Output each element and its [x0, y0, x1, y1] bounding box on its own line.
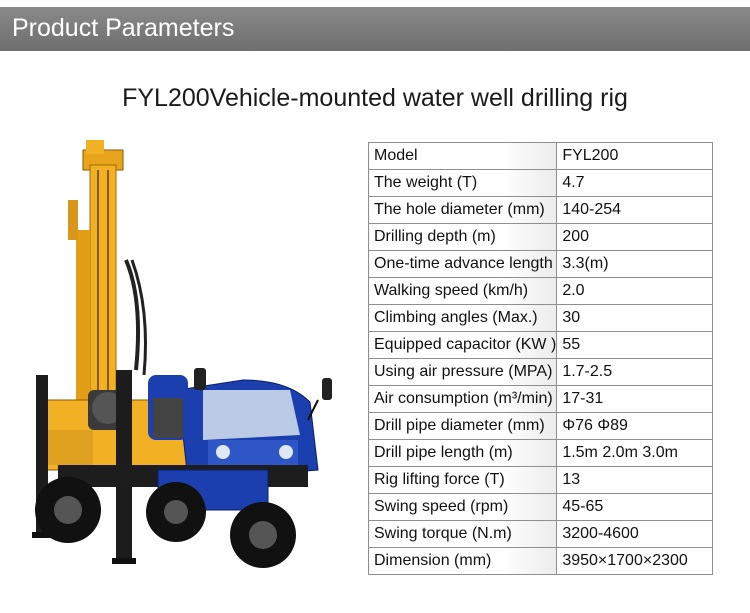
section-banner [0, 7, 750, 51]
table-row [369, 440, 713, 467]
table-row [369, 278, 713, 305]
param-label: Equipped capacitor (KW ) [369, 332, 557, 359]
table-row [369, 359, 713, 386]
table-row [369, 413, 713, 440]
table-row [369, 305, 713, 332]
param-value: FYL200 [557, 143, 713, 170]
param-label: Swing speed (rpm) [369, 494, 557, 521]
param-value: 2.0 [557, 278, 713, 305]
param-label: Air consumption (m³/min) [369, 386, 557, 413]
param-value: 1.5m 2.0m 3.0m [557, 440, 713, 467]
table-row [369, 143, 713, 170]
param-label: Swing torque (N.m) [369, 521, 557, 548]
table-row [369, 494, 713, 521]
product-headline: FYL200Vehicle-mounted water well drilling rig [122, 84, 628, 112]
parameters-table [368, 142, 713, 575]
param-value: 140-254 [557, 197, 713, 224]
param-label: Using air pressure (MPA) [369, 359, 557, 386]
drilling-rig-image [28, 140, 350, 588]
param-value: 1.7-2.5 [557, 359, 713, 386]
table-row [369, 467, 713, 494]
param-label: Drill pipe diameter (mm) [369, 413, 557, 440]
table-row [369, 548, 713, 575]
param-label: Dimension (mm) [369, 548, 557, 575]
param-label: One-time advance length [369, 251, 557, 278]
banner-title: Product Parameters [12, 14, 235, 42]
table-row [369, 251, 713, 278]
table-row [369, 386, 713, 413]
param-label: Climbing angles (Max.) [369, 305, 557, 332]
table-row [369, 224, 713, 251]
table-row [369, 197, 713, 224]
param-value: 3950×1700×2300 [557, 548, 713, 575]
param-label: Drilling depth (m) [369, 224, 557, 251]
param-value: 30 [557, 305, 713, 332]
param-label: The weight (T) [369, 170, 557, 197]
param-value: 45-65 [557, 494, 713, 521]
param-value: Φ76 Φ89 [557, 413, 713, 440]
param-label: Model [369, 143, 557, 170]
param-label: The hole diameter (mm) [369, 197, 557, 224]
param-value: 17-31 [557, 386, 713, 413]
param-value: 3.3(m) [557, 251, 713, 278]
param-label: Rig lifting force (T) [369, 467, 557, 494]
param-label: Walking speed (km/h) [369, 278, 557, 305]
table-row [369, 170, 713, 197]
param-value: 4.7 [557, 170, 713, 197]
param-value: 200 [557, 224, 713, 251]
param-value: 3200-4600 [557, 521, 713, 548]
param-value: 55 [557, 332, 713, 359]
table-row [369, 521, 713, 548]
param-value: 13 [557, 467, 713, 494]
table-row [369, 332, 713, 359]
param-label: Drill pipe length (m) [369, 440, 557, 467]
